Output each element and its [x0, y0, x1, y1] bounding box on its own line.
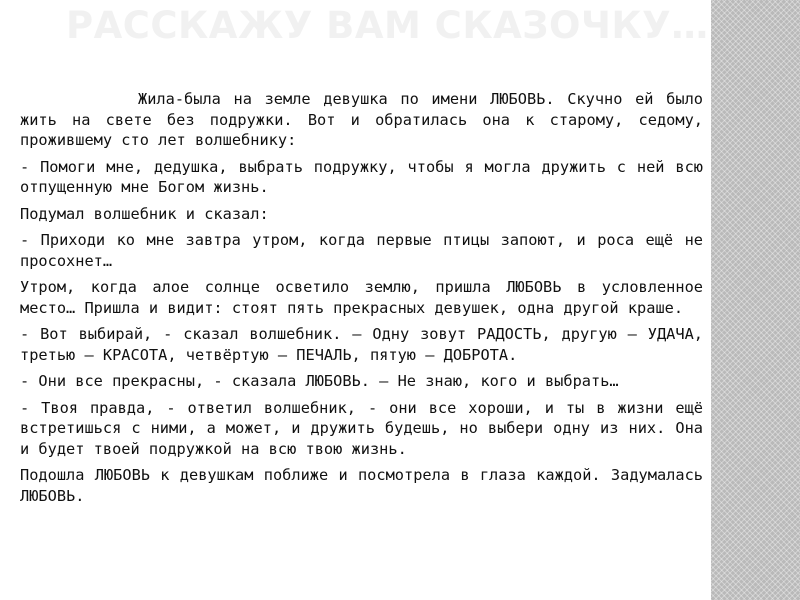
paragraph-5: Утром, когда алое солнце осветило землю, пришла ЛЮБОВЬ в условленное место… Пришла и видит: стоят пять прекрасных девушек, одна другой краше.: [20, 278, 703, 317]
paragraph-9: Подошла ЛЮБОВЬ к девушкам поближе и посмотрела в глаза каждой. Задумалась ЛЮБОВЬ.: [20, 466, 703, 505]
paragraph-1: Жила-была на земле девушка по имени ЛЮБОВЬ. Скучно ей было жить на свете без подружки. Вот и обратилась она к старому, седому, прожившему сто лет волшебнику:: [20, 90, 703, 149]
paragraph-6: - Вот выбирай, - сказал волшебник. – Одну зовут РАДОСТЬ, другую – УДАЧА, третью – КРАСОТА, четвёртую – ПЕЧАЛЬ, пятую – ДОБРОТА.: [20, 325, 703, 364]
paragraph-4: - Приходи ко мне завтра утром, когда первые птицы запоют, и роса ещё не просохнет…: [20, 231, 703, 270]
decorative-sidebar: [711, 0, 800, 600]
slide-title: РАССКАЖУ ВАМ СКАЗОЧКУ…: [66, 4, 709, 47]
paragraph-3: Подумал волшебник и сказал:: [20, 204, 269, 223]
story-text: [20, 89, 703, 512]
paragraph-2: - Помоги мне, дедушка, выбрать подружку, чтобы я могла дружить с ней всю отпущенную мне Богом жизнь.: [20, 157, 703, 196]
paragraph-7: - Они все прекрасны, - сказала ЛЮБОВЬ. – Не знаю, кого и выбрать…: [20, 372, 619, 390]
paragraph-8: - Твоя правда, - ответил волшебник, - они все хороши, и ты в жизни ещё встретишься с ними, а может, и дружить будешь, но выбери одну из них. Она и будет твоей подружкой на всю твою жизнь.: [20, 398, 703, 458]
